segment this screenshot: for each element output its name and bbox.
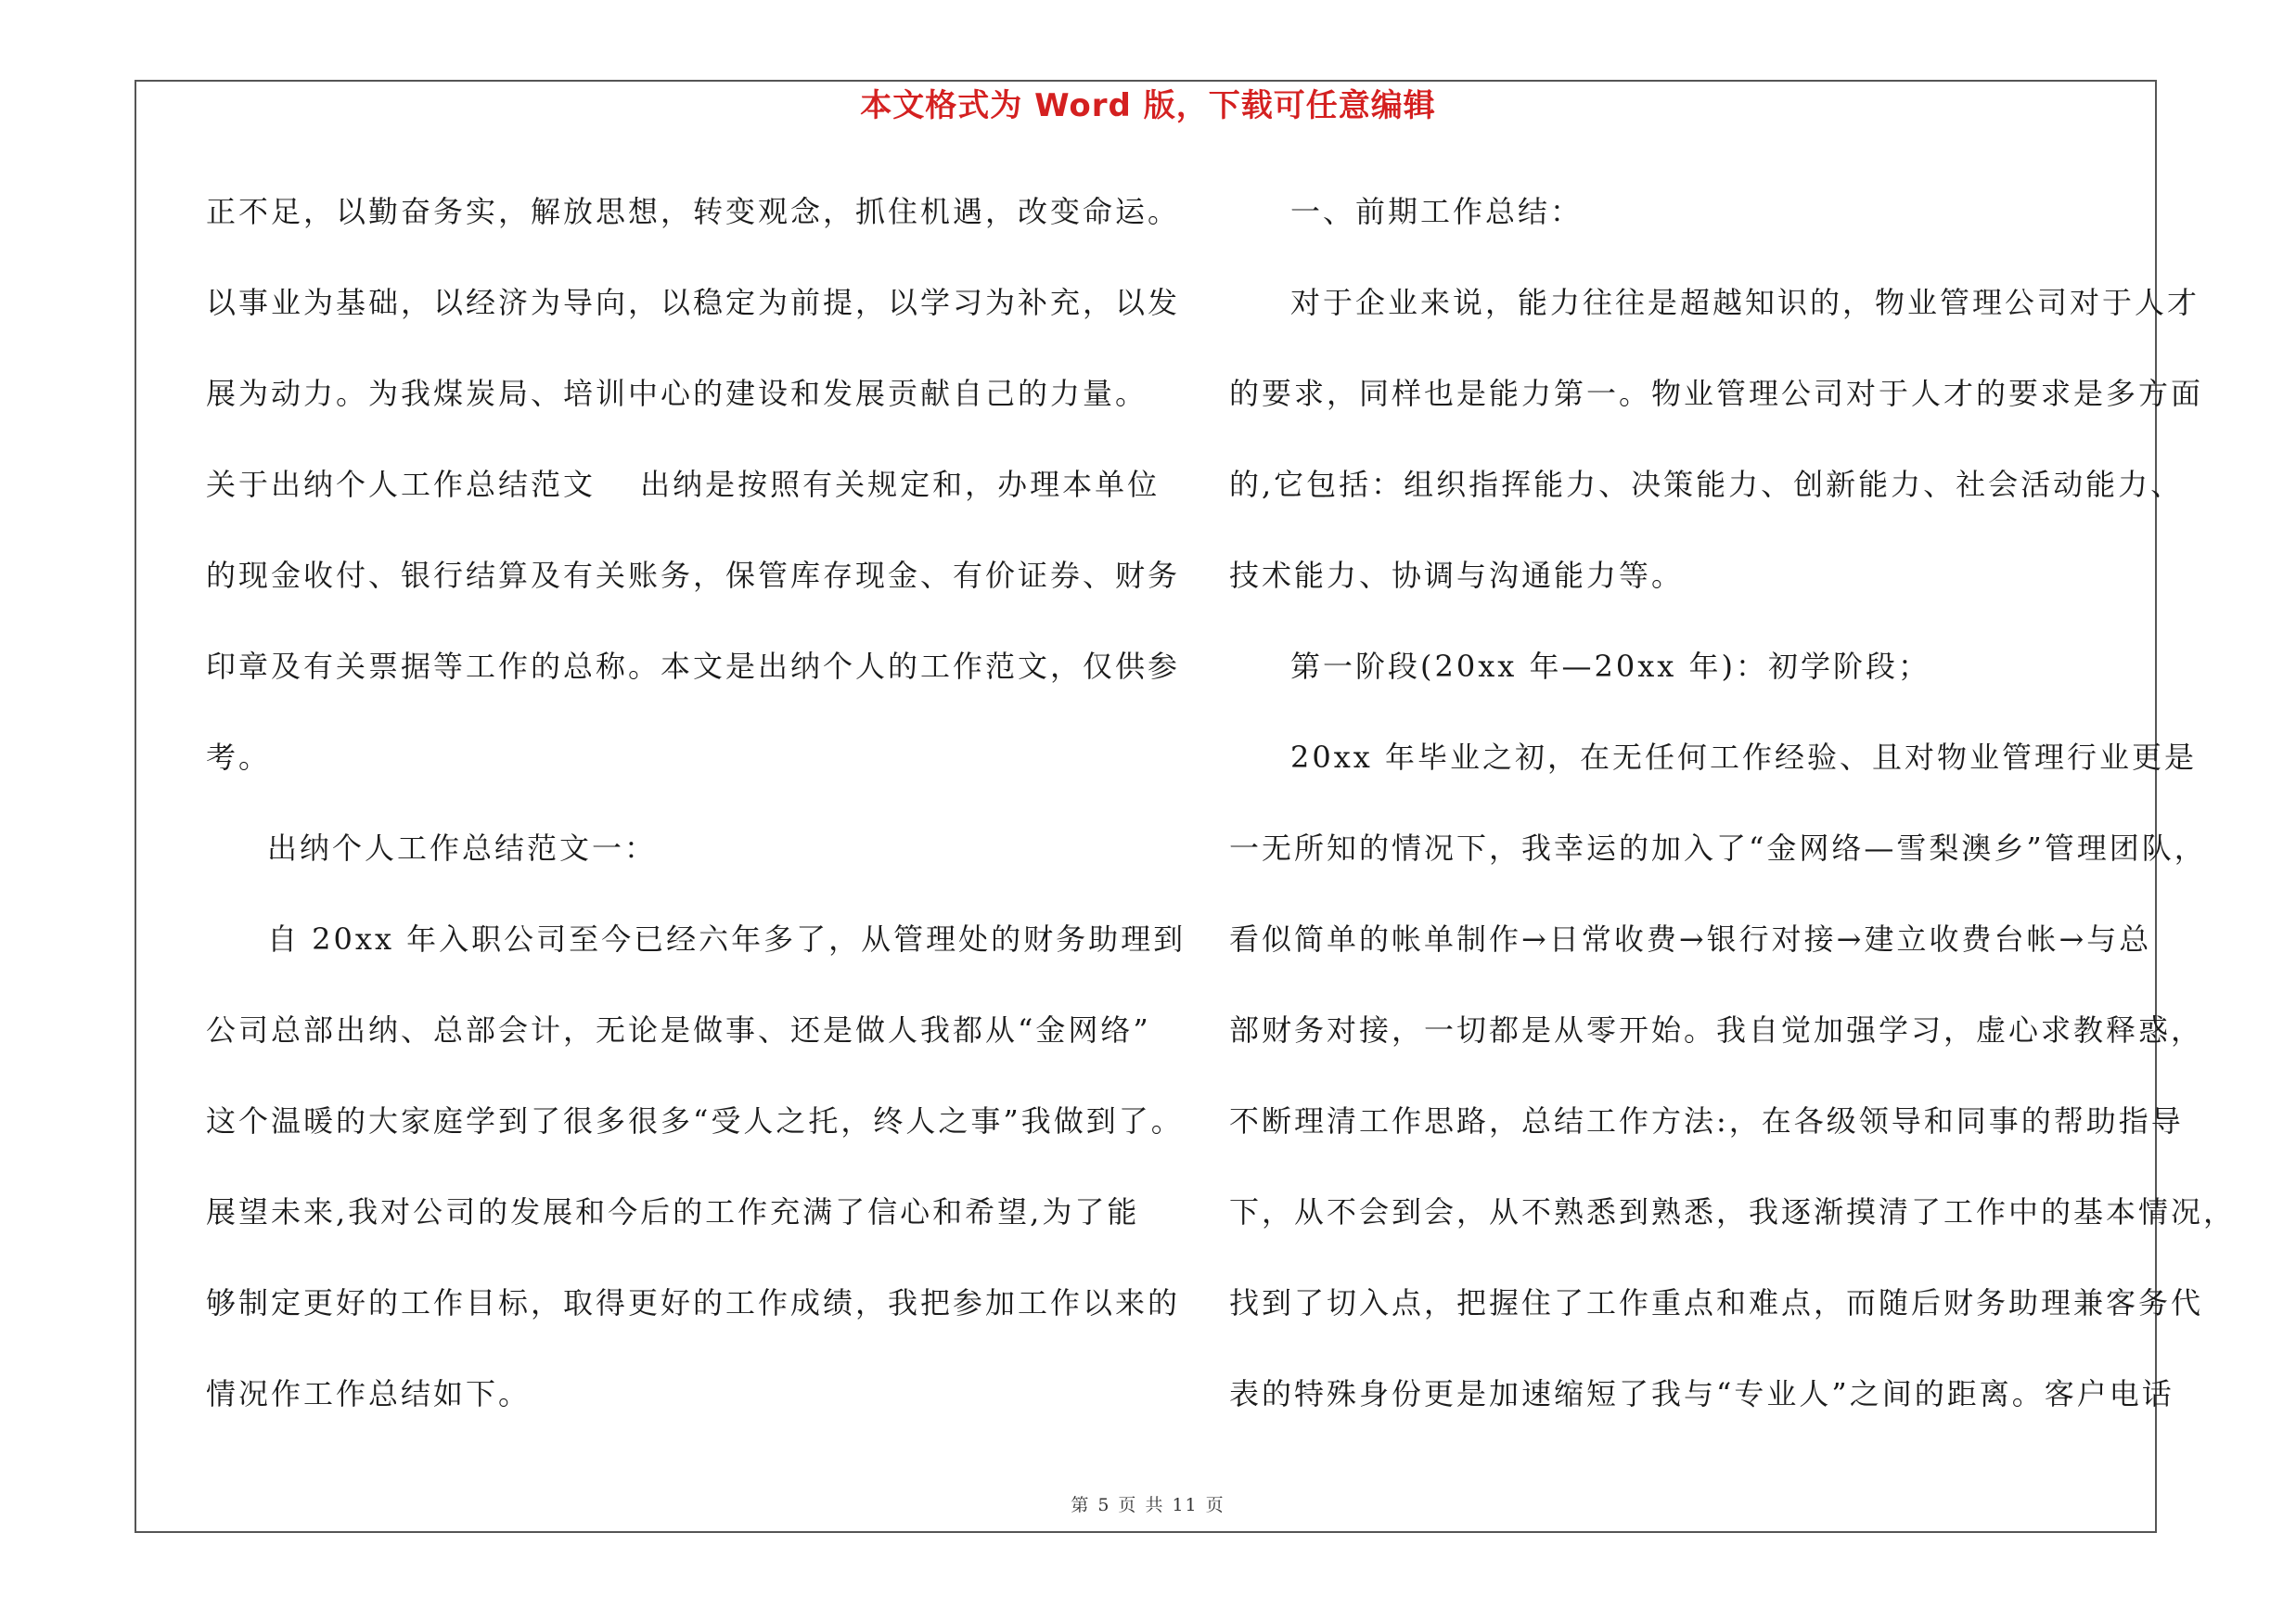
- text-line: 情况作工作总结如下。: [206, 1376, 532, 1411]
- text-line: 下，从不会到会，从不熟悉到熟悉，我逐渐摸清了工作中的基本情况，: [1229, 1194, 2237, 1230]
- text-line: 第一阶段(20xx 年—20xx 年)：初学阶段；: [1290, 649, 1930, 684]
- right-text-column: [1229, 181, 2237, 1454]
- left-text-column: [206, 181, 1186, 1454]
- text-line: 正不足，以勤奋务实，解放思想，转变观念，抓住机遇，改变命运。: [206, 194, 1181, 229]
- text-line: 关于出纳个人工作总结范文 出纳是按照有关规定和，办理本单位: [206, 467, 1161, 502]
- text-line: 自 20xx 年入职公司至今已经六年多了，从管理处的财务助理到: [267, 921, 1186, 957]
- text-line: 印章及有关票据等工作的总称。本文是出纳个人的工作范文，仅供参: [206, 649, 1181, 684]
- text-line: 公司总部出纳、总部会计，无论是做事、还是做人我都从“金网络”: [206, 1012, 1151, 1048]
- footer-middle: 页 共: [1118, 1495, 1165, 1515]
- text-line: 展为动力。为我煤炭局、培训中心的建设和发展贡献自己的力量。: [206, 376, 1148, 411]
- text-line: 的现金收付、银行结算及有关账务，保管库存现金、有价证券、财务: [206, 558, 1181, 593]
- text-line: 够制定更好的工作目标，取得更好的工作成绩，我把参加工作以来的: [206, 1285, 1181, 1320]
- text-line: 一无所知的情况下，我幸运的加入了“金网络—雪梨澳乡”管理团队，: [1229, 831, 2207, 866]
- text-line: 的要求，同样也是能力第一。物业管理公司对于人才的要求是多方面: [1229, 376, 2204, 411]
- text-line: 技术能力、协调与沟通能力等。: [1229, 558, 1685, 593]
- text-line: 的,它包括：组织指挥能力、决策能力、创新能力、社会活动能力、: [1229, 467, 2184, 502]
- text-line: 一、前期工作总结：: [1290, 194, 1584, 229]
- text-line: 部财务对接，一切都是从零开始。我自觉加强学习，虚心求教释惑，: [1229, 1012, 2204, 1048]
- footer-suffix: 页: [1205, 1495, 1225, 1515]
- text-line: 考。: [206, 740, 272, 775]
- text-line: 表的特殊身份更是加速缩短了我与“专业人”之间的距离。客户电话: [1229, 1376, 2174, 1411]
- text-line: 不断理清工作思路，总结工作方法:，在各级领导和同事的帮助指导: [1229, 1103, 2184, 1139]
- footer-total-pages: 11: [1172, 1495, 1199, 1515]
- text-line: 展望未来,我对公司的发展和今后的工作充满了信心和希望,为了能: [206, 1194, 1140, 1230]
- text-line: 这个温暖的大家庭学到了很多很多“受人之托，终人之事”我做到了。: [206, 1103, 1184, 1139]
- text-line: 对于企业来说，能力往往是超越知识的，物业管理公司对于人才: [1290, 285, 2200, 320]
- text-line: 以事业为基础，以经济为导向，以稳定为前提，以学习为补充，以发: [206, 285, 1181, 320]
- footer-prefix: 第: [1071, 1495, 1091, 1515]
- footer-current-page: 5: [1097, 1495, 1111, 1515]
- page-number-footer: [0, 1491, 2296, 1516]
- text-line: 出纳个人工作总结范文一：: [267, 831, 658, 866]
- format-notice-banner: 本文格式为 Word 版，下载可任意编辑: [860, 87, 1436, 124]
- text-line: 看似简单的帐单制作→日常收费→银行对接→建立收费台帐→与总: [1229, 921, 2152, 957]
- text-line: 找到了切入点，把握住了工作重点和难点，而随后财务助理兼客务代: [1229, 1285, 2204, 1320]
- text-line: 20xx 年毕业之初，在无任何工作经验、且对物业管理行业更是: [1290, 740, 2197, 775]
